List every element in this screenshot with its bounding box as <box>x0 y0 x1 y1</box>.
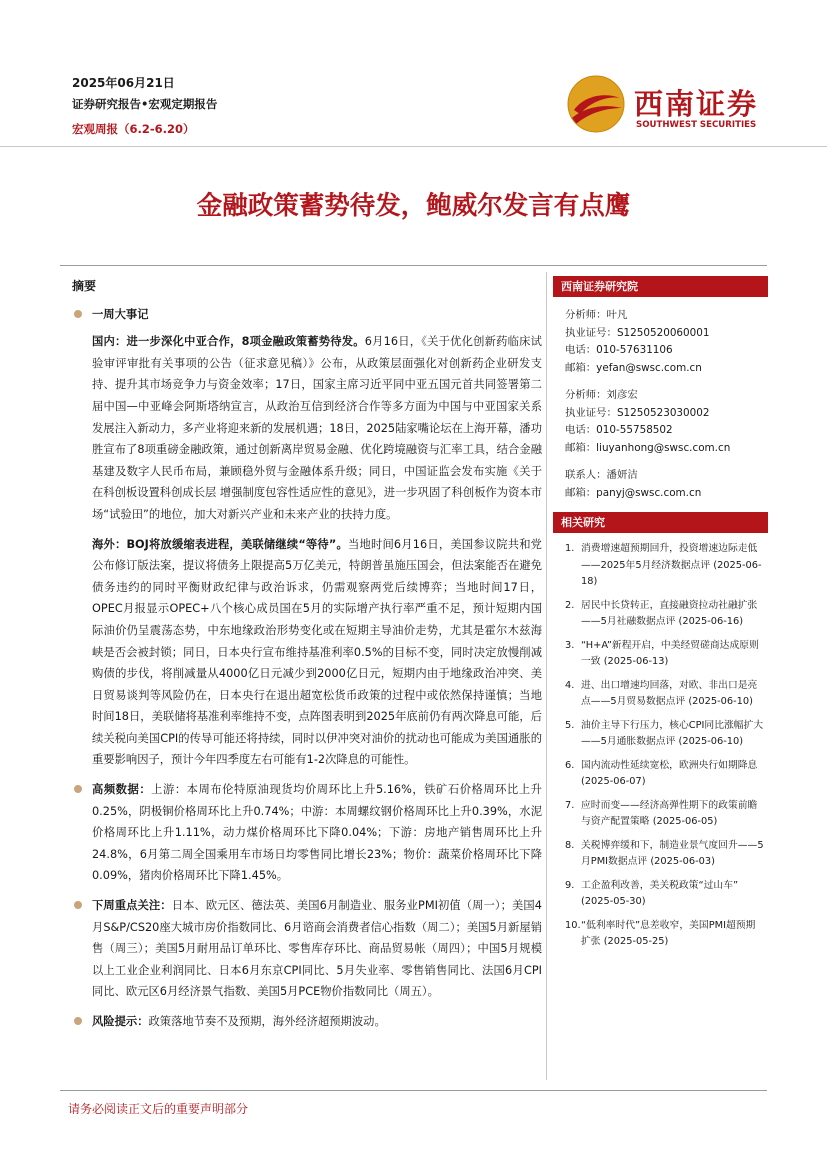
analyst-mail[interactable]: 邮箱：liuyanhong@swsc.com.cn <box>565 441 731 454</box>
report-date: 2025年06月21日 <box>72 76 175 90</box>
list-item[interactable]: 9. 工企盈利改善，美关税政策“过山车” (2025-05-30) <box>565 879 739 907</box>
week-events-heading: 一周大事记 <box>72 304 542 326</box>
next-week-body: 日本、欧元区、德法英、美国6月制造业、服务业PMI初值（周一）；美国4月S&P/CS20座大城市房价指数同比、6月谘商会消费者信心指数（周二）；美国5月新屋销售（周三）；美国5月耐用品订单环比、零售库存环比、商品贸易帐（周四）；中国5月规模以上工业企业利润同比、日本6月东京CPI同比、5月失业率、零售销售同比、法国6月CPI同比、欧元区6月经济景气指数、美国5月PCE物价指数同比（周五）。 <box>92 899 542 999</box>
logo-text-en: SOUTHWEST SECURITIES <box>636 120 757 130</box>
sidebar <box>553 276 768 958</box>
next-week-heading: 下周重点关注： <box>92 899 172 913</box>
analyst-1 <box>553 297 768 377</box>
related-research-list <box>553 533 768 951</box>
contact-name: 联系人：潘妍洁 <box>565 469 638 481</box>
list-item[interactable]: 5. 油价主导下行压力，核心CPI同比涨幅扩大——5月通胀数据点评 (2025-06-10) <box>565 719 764 747</box>
analyst-tel: 电话：010-57631106 <box>565 344 673 356</box>
high-frequency-heading: 高频数据： <box>92 783 152 797</box>
list-item[interactable]: 4. 进、出口增速均回落，对欧、非出口是亮点——5月贸易数据点评 (2025-06-10) <box>565 679 758 707</box>
related-research-banner: 相关研究 <box>553 512 768 533</box>
footer-divider <box>60 1090 767 1091</box>
analyst-name: 分析师：叶凡 <box>565 309 628 321</box>
risk-heading: 风险提示： <box>92 1015 149 1028</box>
list-item[interactable]: 3. “H+A”新程开启，中美经贸磋商达成原则一致 (2025-06-13) <box>565 639 759 667</box>
logo-mark-icon <box>566 74 626 134</box>
overseas-heading: 海外：BOJ将放缓缩表进程，美联储继续“等待”。 <box>92 537 348 551</box>
bullet-icon <box>74 785 82 793</box>
high-frequency-body: 上游：本周布伦特原油现货均价周环比上升5.16%，铁矿石价格周环比上升0.25%，阴极铜价格周环比上升0.74%；中游：本周螺纹钢价格周环比上升0.39%，水泥价格周环比上升1.11%，动力煤价格周环比下降0.04%；下游：房地产销售周环比上升24.8%，6月第二周全国乘用车市场日均零售同比增长23%；物价：蔬菜价格周环比下降0.09%，猪肉价格周环比下降1.45%。 <box>92 783 542 883</box>
institute-banner: 西南证券研究院 <box>553 276 768 297</box>
overseas-paragraph <box>72 534 542 772</box>
list-item[interactable]: 7. 应时而变——经济高弹性期下的政策前瞻与资产配置策略 (2025-06-05) <box>565 799 758 827</box>
logo-text-cn: 西南证券 <box>634 87 759 121</box>
bullet-icon <box>74 310 82 318</box>
page-title: 金融政策蓄势待发，鲍威尔发言有点鹰 <box>196 191 631 221</box>
analyst-mail[interactable]: 邮箱：yefan@swsc.com.cn <box>565 361 702 374</box>
next-week-paragraph <box>72 895 542 1003</box>
header-divider <box>0 146 827 147</box>
report-type: 证券研究报告•宏观定期报告 <box>72 97 218 111</box>
list-item[interactable]: 10. “低利率时代”息差收窄，美国PMI超预期扩张 (2025-05-25) <box>565 919 756 947</box>
risk-body: 政策落地节奏不及预期，海外经济超预期波动。 <box>148 1015 386 1028</box>
contact-mail[interactable]: 邮箱：panyj@swsc.com.cn <box>565 486 702 499</box>
analyst-cert: 执业证号：S1250520060001 <box>565 326 710 339</box>
list-item[interactable]: 1. 消费增速超预期回升，投资增速边际走低——2025年5月经济数据点评 (2025-06-18) <box>565 543 762 587</box>
list-item[interactable]: 2. 居民中长贷转正，直接融资拉动社融扩张——5月社融数据点评 (2025-06-16) <box>565 599 758 627</box>
high-frequency-paragraph <box>72 779 542 887</box>
title-divider <box>60 265 767 266</box>
summary-heading: 摘要 <box>72 279 97 293</box>
domestic-heading: 国内：进一步深化中亚合作，8项金融政策蓄势待发。 <box>92 335 365 349</box>
column-divider <box>546 272 547 1080</box>
contact <box>553 457 768 502</box>
risk-paragraph <box>72 1011 542 1033</box>
company-logo <box>566 74 776 136</box>
summary-section <box>72 276 542 1041</box>
list-item[interactable]: 6. 国内流动性延续宽松，欧洲央行如期降息 (2025-06-07) <box>565 759 758 787</box>
analyst-2 <box>553 377 768 457</box>
analyst-tel: 电话：010-55758502 <box>565 424 673 436</box>
domestic-paragraph <box>72 331 542 525</box>
bullet-icon <box>74 901 82 909</box>
bullet-icon <box>74 1017 82 1025</box>
domestic-body: 6月16日，《关于优化创新药临床试验审评审批有关事项的公告（征求意见稿）》公布，从政策层面强化对创新药企业研发支持、提升其市场竞争力与资金效率；17日，国家主席习近平同中亚五国元首共同签署第二届中国—中亚峰会阿斯塔纳宣言，从政治互信到经济合作等多方面为中国与中亚国家关系发展注入新动力，多产业将迎来新的发展机遇；18日，2025陆家嘴论坛在上海开幕，潘功胜宣布了8项重磅金融政策，通过创新离岸贸易金融、优化跨境融资与汇率工具，结合金融基建及数字人民币布局，兼顾稳外贸与金融体系升级；同日，中国证监会发布实施《关于在科创板设置科创成长层 增强制度包容性适应性的意见》，进一步巩固了科创板作为资本市场“试验田”的地位，加大对新兴产业和未来产业的扶持力度。 <box>92 335 542 521</box>
report-subtitle: 宏观周报（6.2-6.20） <box>72 122 195 136</box>
analyst-cert: 执业证号：S1250523030002 <box>565 406 710 419</box>
analyst-name: 分析师：刘彦宏 <box>565 389 638 401</box>
list-item[interactable]: 8. 关税博弈缓和下，制造业景气度回升——5月PMI数据点评 (2025-06-03) <box>565 839 764 867</box>
overseas-body: 当地时间6月16日，美国参议院共和党公布修订版法案，提议将债务上限提高5万亿美元，特朗普虽施压国会，但法案能否在避免债务违约的同时平衡财政纪律与政治诉求，仍需观察两党后续博弈；当地时间17日，OPEC月报显示OPEC+八个核心成员国在5月的实际增产执行率严重不足，预计短期内国际油价仍呈震荡态势，中东地缘政治形势变化或在短期主导油价走势，尤其是霍尔木兹海峡是否会被封锁；同日，日本央行宣布维持基准利率0.5%的目标不变，同时决定放慢削减购债的步伐，将削减量从4000亿日元减少到2000亿日元，短期内由于地缘政治冲突、美日贸易谈判等风险仍在，日本央行在退出超宽松货币政策的过程中或依然保持谨慎；当地时间18日，美联储将基准利率维持不变，点阵图表明到2025年底前仍有两次降息可能，后续关税向美国CPI的传导可能还将持续，同时以伊冲突对油价的扰动也可能成为美国通胀的重要影响因子，预计今年四季度左右可能有1-2次降息的可能性。 <box>92 537 542 767</box>
footer-disclaimer: 请务必阅读正文后的重要声明部分 <box>68 1102 249 1116</box>
